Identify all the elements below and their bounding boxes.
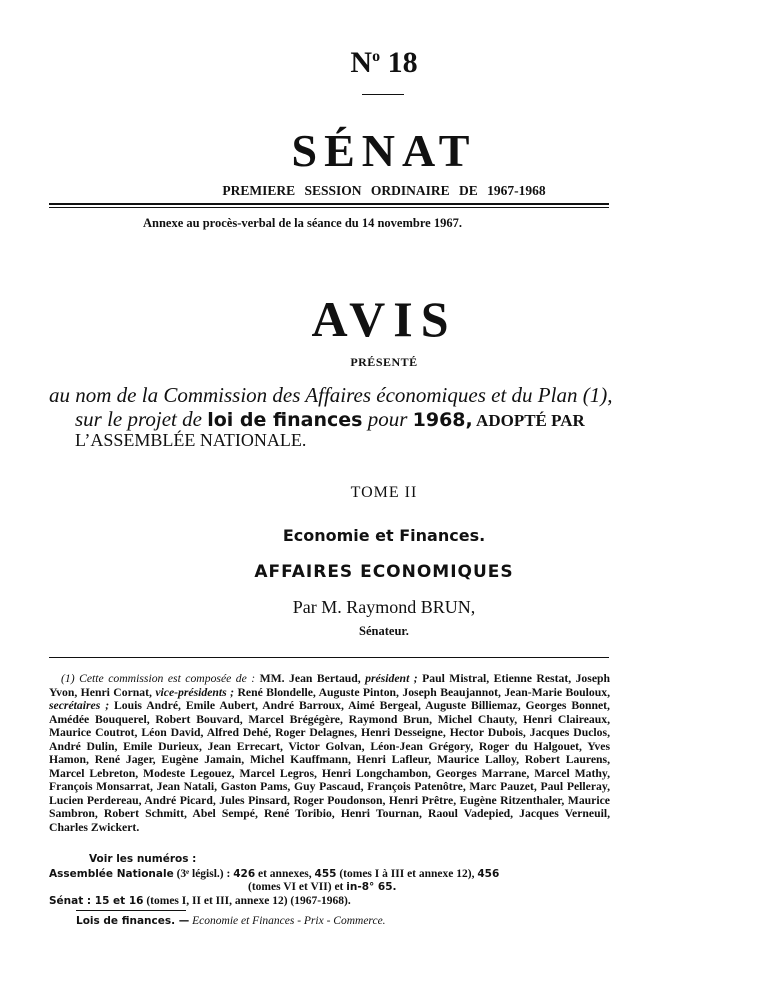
- an-label: Assemblée Nationale: [49, 868, 174, 880]
- an-num-4: in-8° 65.: [346, 881, 397, 893]
- an-num-3: 456: [477, 868, 500, 880]
- keywords-text: Economie et Finances - Prix - Commerce.: [189, 915, 386, 927]
- subject-year: 1968,: [412, 409, 473, 431]
- keywords-rule: [76, 910, 186, 911]
- subject-line-3: L’ASSEMBLÉE NATIONALE.: [75, 430, 307, 450]
- number-value: 18: [387, 46, 418, 79]
- voir-assemblee-cont: [248, 881, 397, 893]
- chamber-title: SÉNAT: [291, 125, 477, 176]
- voir-title: Voir les numéros :: [89, 853, 197, 865]
- annexe-line: Annexe au procès-verbal de la séance du 14 novembre 1967.: [143, 216, 462, 230]
- presente-label: PRÉSENTÉ: [350, 355, 418, 369]
- keywords-label: Lois de finances. —: [76, 915, 190, 927]
- members-part-4: Louis André, Emile Aubert, André Barroux, Aimé Bergeal, Auguste Billiemaz, Georges Bonnet, Amédée Bouquerel, Robert Bouvard, Marcel Brégégère, Raymond Brun, Michel Chauty, Henri Claireaux, Maurice Coutrot, Léon David, Alfred Dehé, Roger Delagnes, Henri Desseigne, Hector Dubois, Jacques Duclos, André Dulin, Emile Durieux, Jean Errecart, Victor Golvan, Léon-Jean Grégory, Roger du Halgouet, Yves Hamon, René Jager, Eugène Jamain, Michel Kauffmann, Henri Lafleur, Maurice Lalloy, Robert Laurens, Marcel Lebreton, Modeste Legouez, Marcel Legros, Henri Longchambon, Georges Marrane, Marcel Mathy, François Monsarrat, Jean Natali, Gaston Pams, Guy Pascaud, François Patenôtre, Marc Pauzet, Paul Pelleray, Lucien Perdereau, André Picard, Jules Pinsard, Roger Poudonson, Henri Prêtre, Eugène Ritzenthaler, Maurice Sambron, Robert Schmitt, Abel Sempé, René Toribio, Henri Tournan, Raoul Vadepied, Jacques Verneuil, Charles Zwickert.: [49, 699, 610, 834]
- subject-adopte: ADOPTÉ PAR: [472, 411, 585, 430]
- secretaires-role: secrétaires ;: [49, 699, 110, 712]
- document-number: [0, 46, 768, 80]
- keywords: [76, 915, 386, 927]
- rapporteur-role: Sénateur.: [359, 624, 409, 638]
- rapporteur: Par M. Raymond BRUN,: [292, 597, 476, 617]
- tome-number: TOME II: [350, 484, 418, 501]
- tome-section: Economie et Finances.: [282, 526, 486, 545]
- voir-assemblee: [49, 867, 610, 881]
- president-role: président ;: [365, 672, 418, 685]
- footnote: [49, 672, 610, 834]
- an-text-1: et annexes,: [255, 868, 315, 880]
- members-part-1: MM. Jean Bertaud,: [255, 672, 366, 685]
- an-text-3: (tomes VI et VII) et: [248, 881, 347, 893]
- double-rule-bottom: [49, 207, 609, 208]
- vice-role: vice-présidents ;: [155, 685, 235, 699]
- voir-senat: [49, 895, 351, 907]
- members-part-3: René Blondelle, Auguste Pinton, Joseph Beaujannot, Jean-Marie Bouloux,: [234, 685, 610, 699]
- footnote-intro: (1) Cette commission est composée de :: [61, 672, 256, 685]
- session-line: PREMIERE SESSION ORDINAIRE DE 1967-1968: [222, 183, 546, 198]
- an-num-1: 426: [233, 868, 256, 880]
- short-divider: [362, 94, 404, 95]
- senat-text: (tomes I, II et III, annexe 12) (1967-1968).: [143, 895, 351, 907]
- subject-text-a: sur le projet de: [75, 407, 208, 431]
- members-part-2: Paul Mistral, Etienne Restat, Joseph Yvon, Henri Cornat,: [49, 672, 611, 699]
- subject-bold-loi: loi de finances: [207, 409, 363, 431]
- number-prefix: N: [350, 46, 373, 79]
- footnote-rule: [49, 657, 609, 658]
- senat-label: Sénat :: [49, 895, 92, 907]
- subject-line-1: au nom de la Commission des Affaires économiques et du Plan (1),: [49, 383, 613, 407]
- avis-title: AVIS: [311, 291, 457, 347]
- senat-nums: 15 et 16: [91, 895, 144, 907]
- commission-members: [49, 672, 610, 834]
- an-legis: (3ᵉ législ.) :: [173, 868, 234, 880]
- number-sup: o: [372, 48, 381, 65]
- subject-text-b: pour: [362, 407, 413, 431]
- tome-title: AFFAIRES ECONOMIQUES: [254, 562, 514, 582]
- an-num-2: 455: [314, 868, 337, 880]
- subject-line-2: [75, 407, 610, 432]
- double-rule-top: [49, 203, 609, 205]
- an-text-2: (tomes I à III et annexe 12),: [336, 868, 478, 880]
